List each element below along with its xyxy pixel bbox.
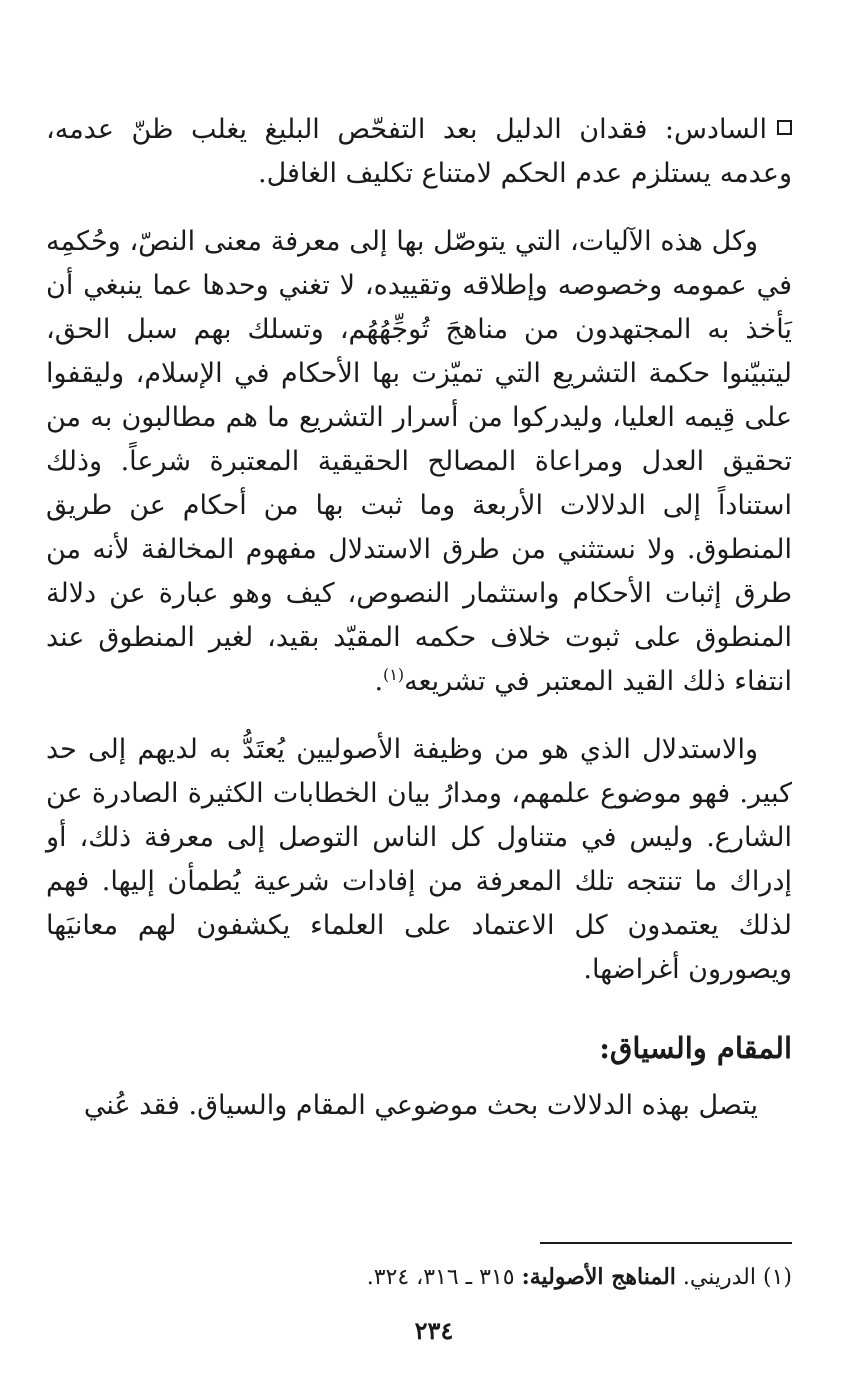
- paragraph-text: والاستدلال الذي هو من وظيفة الأصوليين يُعتَدُّ به لديهم إلى حد كبير. فهو موضوع علمهم، ومدارُ بيان الخطابات الكثيرة الصادرة عن الشارع. وليس في متناول كل الناس التوصل إلى معرفة ذلك، أو إدراك ما تنتجه تلك المعرفة من إفادات شرعية يُطمأن إليها. فهم لذلك يعتمدون كل الاعتماد على العلماء يكشفون لهم معانيَها ويصورون أغراضها.: [46, 734, 792, 985]
- footnote-title: المناهج الأصولية:: [521, 1264, 676, 1290]
- footnote-reference[interactable]: (١): [383, 665, 405, 684]
- paragraph-inference: [46, 728, 792, 992]
- footnote-divider: [540, 1242, 792, 1244]
- paragraph-context: [46, 1084, 792, 1128]
- paragraph-end-mark: .: [374, 666, 384, 697]
- footnote: [46, 1262, 792, 1293]
- page-number: ٢٣٤: [414, 1316, 454, 1345]
- paragraph-text: وكل هذه الآليات، التي يتوصّل بها إلى معرفة معنى النصّ، وحُكمِه في عمومه وخصوصه وإطلاقه وتقييده، لا تغني وحدها عما ينبغي أن يَأخذ به المجتهدون من مناهجَ تُوجِّهُهُم، وتسلك بهم سبل الحق، ليتبيّنوا حكمة التشريع التي تميّزت بها الأحكام في الإسلام، وليقفوا على قِيمه العليا، وليدركوا من أسرار التشريع ما هم مطالبون به من تحقيق العدل ومراعاة المصالح الحقيقية المعتبرة شرعاً. وذلك استناداً إلى الدلالات الأربعة وما ثبت بها من أحكام عن طريق المنطوق. ولا نستثني من طرق الاستدلال مفهوم المخالفة لأنه من طرق إثبات الأحكام واستثمار النصوص، كيف وهو عبارة عن دلالة المنطوق على ثبوت خلاف حكمه المقيّد بقيد، لغير المنطوق عند انتفاء ذلك القيد المعتبر في تشريعه: [46, 226, 792, 697]
- paragraph-text: يتصل بهذه الدلالات بحث موضوعي المقام والسياق. فقد عُني: [83, 1090, 758, 1121]
- paragraph-sixth-point: [46, 108, 792, 196]
- footnote-marker: (١): [762, 1265, 792, 1290]
- footnote-author: الدريني.: [682, 1265, 756, 1290]
- paragraph-text: السادس: فقدان الدليل بعد التفحّص البليغ يغلب ظنّ عدمه، وعدمه يستلزم عدم الحكم لامتناع تكليف الغافل.: [46, 114, 792, 189]
- page-body: [46, 108, 792, 1128]
- square-bullet-icon: [777, 120, 792, 135]
- section-heading: المقام والسياق:: [599, 1031, 792, 1065]
- footnote-pages: ٣١٥ ـ ٣١٦، ٣٢٤.: [366, 1265, 515, 1290]
- paragraph-mechanisms: [46, 220, 792, 704]
